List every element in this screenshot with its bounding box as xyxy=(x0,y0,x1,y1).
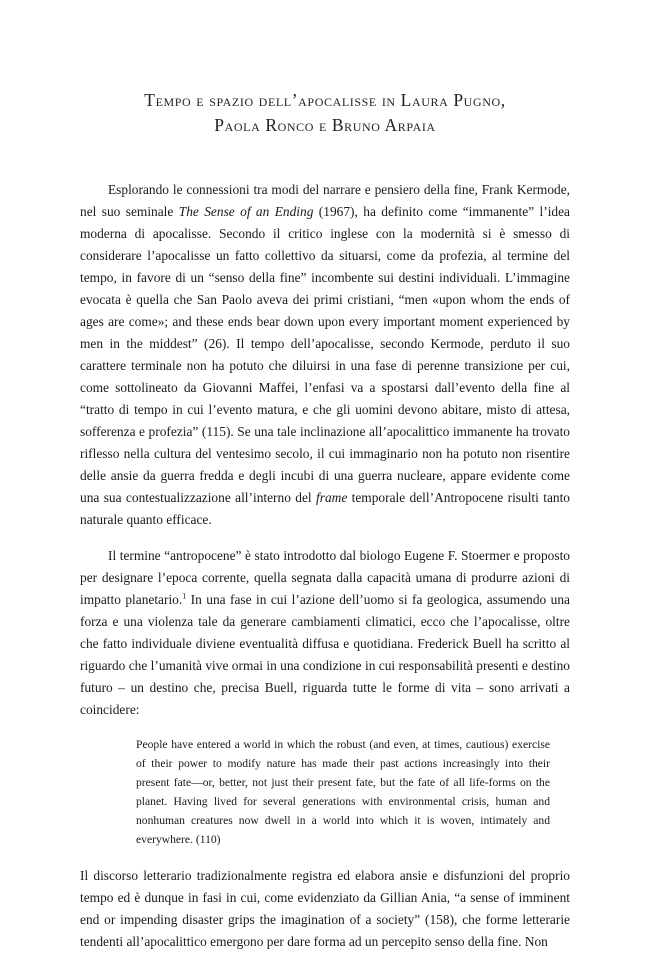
paragraph-3: Il discorso letterario tradizionalmente registra ed elabora ansie e disfunzioni del proprio tempo ed è dunque in fasi in cui, come evidenziato da Gillian Ania, “a sense of imminent end or impending disaster grips the imagination of a society” (158), che forme letterarie tendenti all’apocalittico emergono per dare forma ad un percepito senso della fine. Non xyxy=(80,868,570,949)
paragraph-1-part-1: Esplorando le connessioni tra modi del narrare e pensiero della fine, Frank Kermode, nel suo seminale xyxy=(80,182,570,219)
title-line-1: Tempo e spazio dell’apocalisse in Laura Pugno, xyxy=(144,90,506,110)
chapter-title xyxy=(80,88,570,138)
paragraph-2 xyxy=(80,545,570,721)
paragraph-1-part-3: temporale dell’Antropocene risulti tanto naturale quanto efficace. xyxy=(80,490,570,527)
paragraph-2-part-1: Il termine “antropocene” è stato introdotto dal biologo Eugene F. Stoermer e proposto per designare l’epoca corrente, quella segnata dalla capacità umana di produrre azioni di impatto planetario. xyxy=(80,548,570,607)
book-title: The Sense of an Ending xyxy=(178,204,314,219)
paragraph-1 xyxy=(80,179,570,531)
paragraph-1-part-2: (1967), ha definito come “immanente” l’idea moderna di apocalisse. Secondo il critico inglese con la modernità si è smesso di considerare l’apocalisse un fatto collettivo da situarsi, come da profezia, al termine del tempo, in favore di un “senso della fine” incombente sui destini individuali. L’immagine evocata è quella che San Paolo aveva dei primi cristiani, “men «upon whom the ends of ages are come»; and these ends bear down upon every important moment experienced by men in the middest” (26). Il tempo dell’apocalisse, secondo Kermode, perduto il suo carattere terminale non ha potuto che diluirsi in una fase di perenne transizione per cui, come sottolineato da Giovanni Maffei, l’enfasi va a spostarsi dall’evento della fine al “tratto di tempo in cui l’evento matura, e che gli uomini devono abitare, misto di attesa, sofferenza e profezia” (115). Se una tale inclinazione all’apocalittico immanente ha trovato riflesso nella cultura del ventesimo secolo, il cui immaginario non ha potuto non risentire delle ansie da guerra fredda e degli incubi di una guerra nucleare, appare evidente come una sua contestualizzazione all’interno del xyxy=(80,204,570,505)
paragraph-2-part-2: In una fase in cui l’azione dell’uomo si fa geologica, assumendo una forza e una violenza tale da generare cambiamenti climatici, ecco che l’apocalisse, oltre che fatto individuale diviene eventualità diffusa e quotidiana. Frederick Buell ha scritto al riguardo che l’umanità vive ormai in una condizione in cui responsabilità presenti e destino futuro – un destino che, precisa Buell, riguarda tutte le forme di vita – sono arrivati a coincidere: xyxy=(80,592,570,717)
title-line-2: Paola Ronco e Bruno Arpaia xyxy=(214,115,436,135)
footnote-marker[interactable]: 1 xyxy=(182,591,187,601)
block-quote: People have entered a world in which the robust (and even, at times, cautious) exercise of their power to modify nature has made their past actions increasingly into their present fate—or, better, not just their present fate, but the fate of all life-forms on the planet. Having lived for several generations with environmental crisis, human and nonhuman creatures now dwell in a world into which it is woven, intimately and everywhere. (110) xyxy=(136,738,550,846)
body-text xyxy=(80,179,570,953)
frame-word: frame xyxy=(316,490,348,505)
